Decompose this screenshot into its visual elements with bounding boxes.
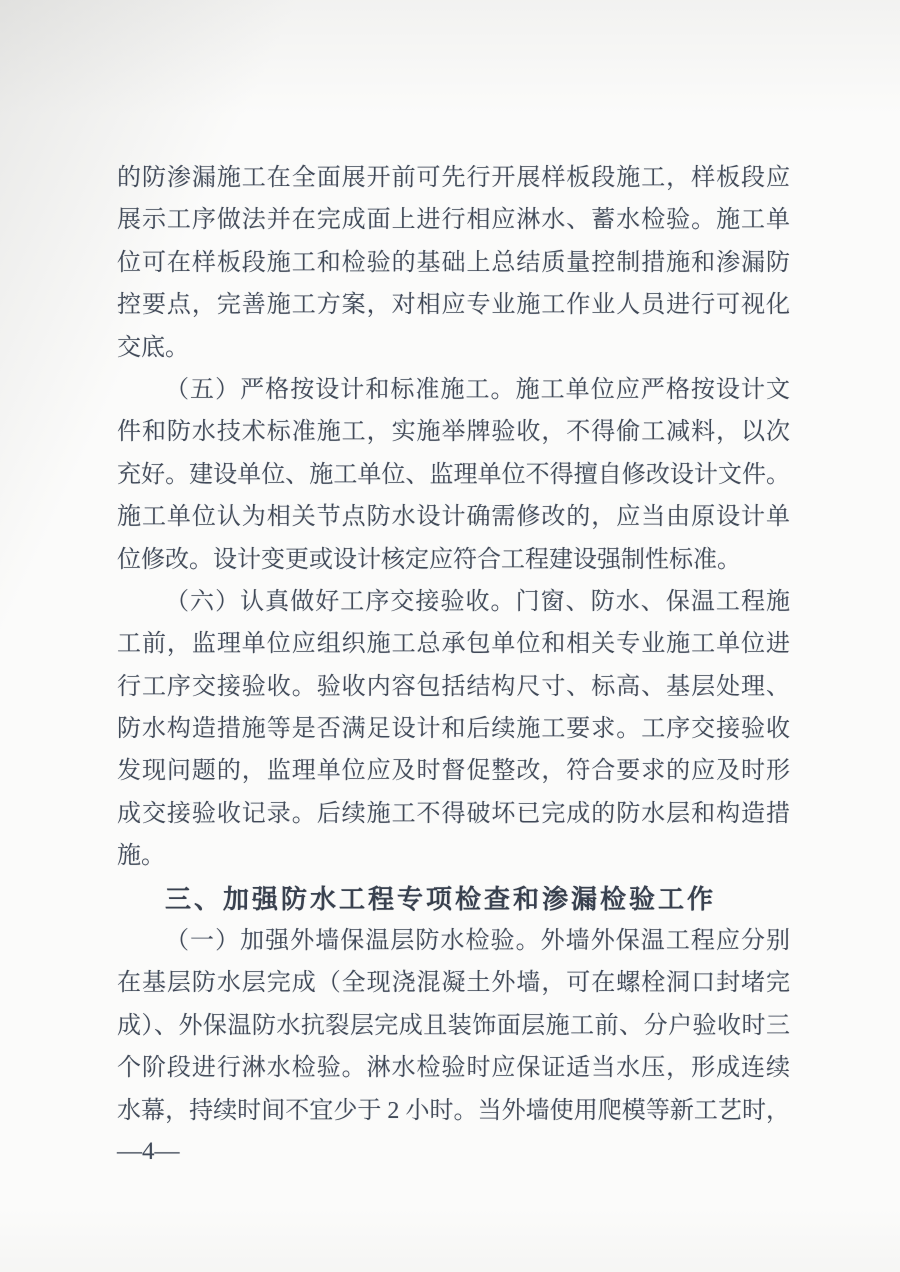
- text-line: 位修改。设计变更或设计核定应符合工程建设强制性标准。: [117, 546, 741, 573]
- text-line: 成）、外保温防水抗裂层完成且装饰面层施工前、分户验收时三: [117, 1012, 790, 1039]
- text-line: 展示工序做法并在完成面上进行相应淋水、蓄水检验。施工单: [117, 207, 790, 234]
- text-line: （五）严格按设计和标准施工。施工单位应严格按设计文: [165, 376, 790, 403]
- text-line: 的防渗漏施工在全面展开前可先行开展样板段施工，样板段应: [117, 165, 790, 191]
- text-line: 个阶段进行淋水检验。淋水检验时应保证适当水压，形成连续: [117, 1055, 790, 1082]
- text-line: （一）加强外墙保温层防水检验。外墙外保温工程应分别: [165, 928, 790, 955]
- text-line: 成交接验收记录。后续施工不得破坏已完成的防水层和构造措: [117, 800, 790, 827]
- text-line: 控要点，完善施工方案，对相应专业施工作业人员进行可视化: [117, 292, 790, 319]
- page-number: —4—: [117, 1137, 180, 1165]
- text-line: 在基层防水层完成（全现浇混凝土外墙，可在螺栓洞口封堵完: [117, 970, 790, 997]
- text-line: 发现问题的，监理单位应及时督促整改，符合要求的应及时形: [117, 758, 790, 785]
- text-line: 位可在样板段施工和检验的基础上总结质量控制措施和渗漏防: [117, 249, 790, 276]
- section-heading: 三、加强防水工程专项检查和渗漏检验工作: [165, 883, 717, 914]
- text-line: 水幕，持续时间不宜少于 2 小时。当外墙使用爬模等新工艺时，: [117, 1097, 790, 1124]
- text-line: 防水构造措施等是否满足设计和后续施工要求。工序交接验收: [117, 716, 790, 743]
- paragraph: [117, 581, 790, 878]
- paragraph: [117, 157, 790, 369]
- text-line: 施工单位认为相关节点防水设计确需修改的，应当由原设计单: [117, 504, 790, 531]
- paragraph: [117, 369, 790, 581]
- text-line: 件和防水技术标准施工，实施举牌验收，不得偷工减料，以次: [117, 419, 790, 446]
- document-body: [117, 157, 790, 1132]
- text-line: 工前，监理单位应组织施工总承包单位和相关专业施工单位进: [117, 631, 790, 658]
- text-line: 行工序交接验收。验收内容包括结构尺寸、标高、基层处理、: [117, 673, 790, 700]
- paragraph: [117, 920, 790, 1132]
- text-line: （六）认真做好工序交接验收。门窗、防水、保温工程施: [165, 588, 790, 615]
- text-line: 施。: [117, 843, 165, 870]
- text-line: 充好。建设单位、施工单位、监理单位不得擅自修改设计文件。: [117, 461, 790, 488]
- text-line: 交底。: [117, 334, 189, 361]
